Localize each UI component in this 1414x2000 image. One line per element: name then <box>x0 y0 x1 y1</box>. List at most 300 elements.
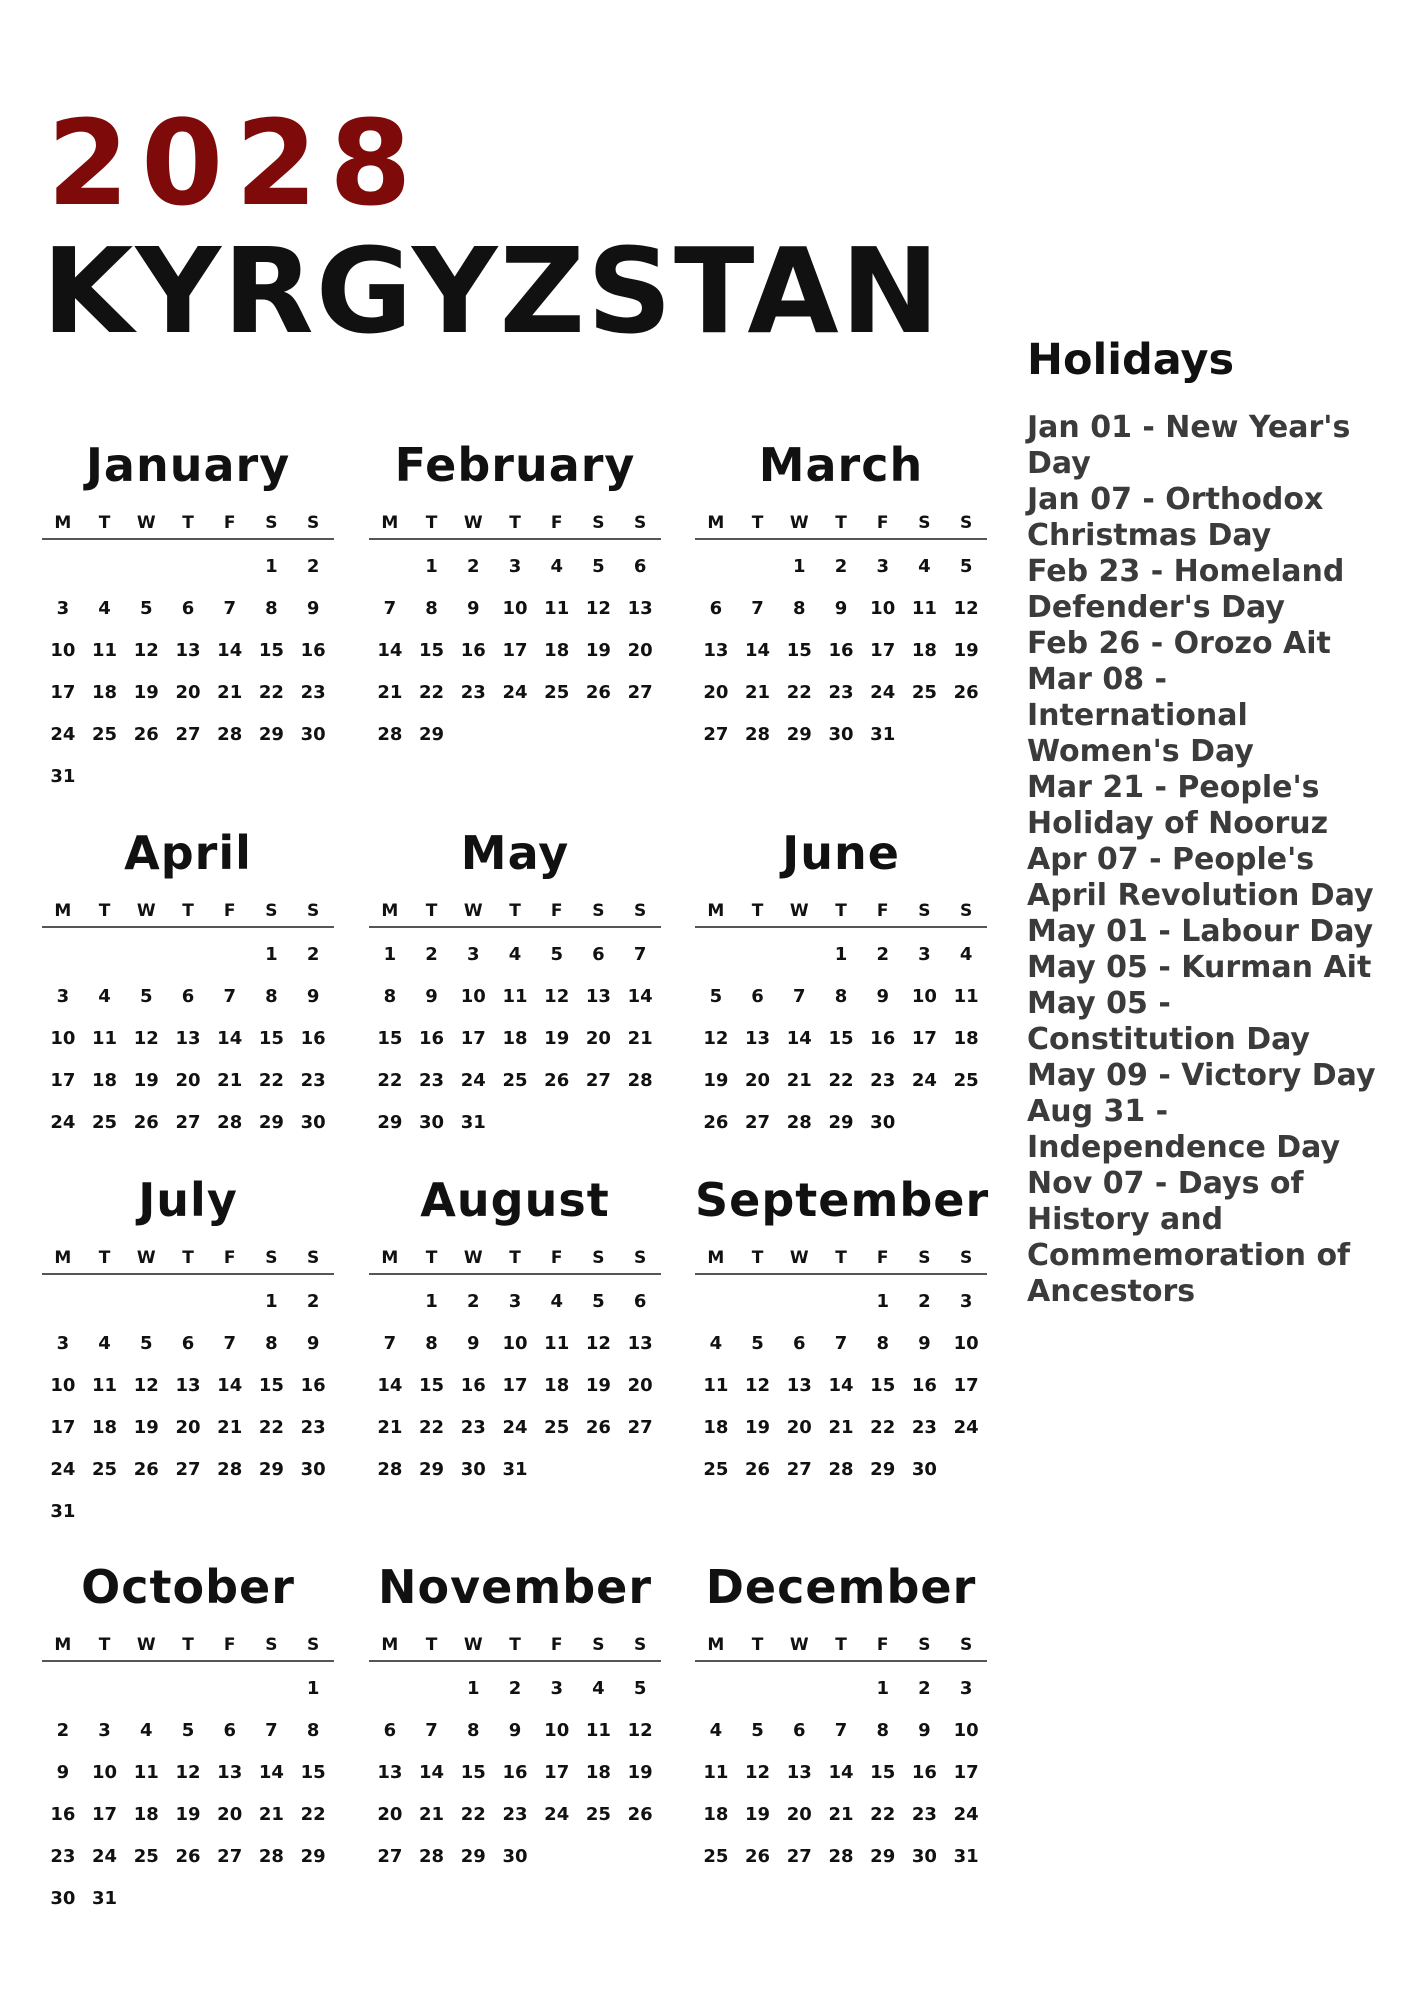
day-cell: 3 <box>918 944 931 965</box>
weekday-label: T <box>835 513 847 533</box>
day-cell: 15 <box>870 1762 896 1783</box>
weekday-label: T <box>182 513 194 533</box>
day-cell: 2 <box>918 1291 931 1312</box>
weekday-header <box>695 510 987 540</box>
day-cell: 17 <box>50 1417 76 1438</box>
day-grid <box>695 1281 987 1491</box>
day-cell: 29 <box>377 1112 403 1133</box>
weekday-label: T <box>98 1248 111 1268</box>
day-cell: 9 <box>467 598 480 619</box>
day-cell: 26 <box>585 682 611 703</box>
day-cell: 27 <box>627 1417 653 1438</box>
day-cell: 19 <box>544 1028 570 1049</box>
day-cell: 26 <box>133 1459 159 1480</box>
weekday-label: W <box>789 513 809 533</box>
day-cell: 9 <box>56 1762 70 1783</box>
day-cell: 7 <box>223 1333 236 1354</box>
weekday-label: T <box>751 513 764 533</box>
weekday-label: M <box>381 513 399 533</box>
weekday-label: M <box>54 901 72 921</box>
day-cell: 10 <box>50 1375 76 1396</box>
day-cell: 30 <box>911 1846 937 1867</box>
day-cell: 20 <box>217 1804 243 1825</box>
holiday-item: Feb 26 - Orozo Ait <box>1027 626 1331 661</box>
day-cell: 28 <box>419 1846 445 1867</box>
day-cell: 4 <box>709 1720 723 1741</box>
day-cell: 18 <box>703 1804 729 1825</box>
day-cell: 3 <box>959 1291 973 1312</box>
day-cell: 1 <box>876 1678 889 1699</box>
day-cell: 22 <box>419 1417 445 1438</box>
day-cell: 19 <box>133 682 159 703</box>
day-cell: 30 <box>828 724 854 745</box>
day-grid <box>369 546 661 756</box>
weekday-label: F <box>876 513 889 533</box>
holiday-item: May 05 - Constitution Day <box>1027 986 1310 1057</box>
month-march <box>695 440 987 756</box>
day-cell: 12 <box>585 1333 611 1354</box>
day-cell: 9 <box>876 986 889 1007</box>
month-may <box>369 828 661 1144</box>
day-cell: 8 <box>834 986 848 1007</box>
day-cell: 20 <box>745 1070 771 1091</box>
day-cell: 19 <box>133 1070 159 1091</box>
day-cell: 17 <box>460 1028 486 1049</box>
weekday-label: W <box>463 1248 483 1268</box>
day-cell: 3 <box>959 1678 973 1699</box>
day-cell: 31 <box>460 1112 486 1133</box>
day-cell: 15 <box>786 640 812 661</box>
weekday-label: F <box>223 1635 236 1655</box>
day-cell: 28 <box>217 1459 243 1480</box>
weekday-label: T <box>425 1248 438 1268</box>
day-grid <box>42 1281 334 1533</box>
weekday-label: S <box>918 1248 931 1268</box>
day-cell: 4 <box>550 1291 563 1312</box>
day-cell: 24 <box>502 1417 528 1438</box>
day-cell: 12 <box>745 1762 771 1783</box>
day-grid <box>42 546 334 798</box>
day-cell: 29 <box>870 1459 896 1480</box>
weekday-label: S <box>634 1248 647 1268</box>
day-cell: 8 <box>467 1720 480 1741</box>
day-cell: 11 <box>544 598 570 619</box>
day-cell: 7 <box>834 1720 848 1741</box>
weekday-label: T <box>509 1635 521 1655</box>
day-cell: 11 <box>133 1762 159 1783</box>
day-cell: 28 <box>786 1112 812 1133</box>
day-cell: 9 <box>918 1720 931 1741</box>
day-cell: 28 <box>377 724 403 745</box>
day-cell: 27 <box>627 682 653 703</box>
day-cell: 3 <box>56 1333 70 1354</box>
day-cell: 15 <box>377 1028 403 1049</box>
day-cell: 27 <box>175 724 201 745</box>
day-cell: 12 <box>544 986 570 1007</box>
day-cell: 13 <box>627 1333 653 1354</box>
day-cell: 8 <box>265 598 278 619</box>
day-cell: 10 <box>870 598 896 619</box>
day-cell: 8 <box>306 1720 320 1741</box>
holiday-item: Mar 21 - People's Holiday of Nooruz <box>1027 770 1329 841</box>
day-cell: 18 <box>502 1028 528 1049</box>
day-cell: 4 <box>508 944 522 965</box>
day-cell: 13 <box>745 1028 771 1049</box>
weekday-header <box>42 1245 334 1275</box>
weekday-label: S <box>634 901 647 921</box>
day-cell: 19 <box>133 1417 159 1438</box>
day-cell: 28 <box>217 1112 243 1133</box>
day-cell: 26 <box>133 1112 159 1133</box>
day-cell: 3 <box>56 598 70 619</box>
day-cell: 20 <box>786 1417 812 1438</box>
day-cell: 6 <box>181 1333 195 1354</box>
month-july <box>42 1175 334 1533</box>
weekday-label: S <box>592 901 605 921</box>
day-cell: 8 <box>793 598 806 619</box>
day-cell: 7 <box>425 1720 438 1741</box>
month-name: December <box>705 1560 977 1614</box>
weekday-label: S <box>960 1248 973 1268</box>
day-cell: 23 <box>419 1070 445 1091</box>
day-cell: 6 <box>383 1720 397 1741</box>
day-cell: 15 <box>258 640 284 661</box>
day-cell: 25 <box>911 682 937 703</box>
weekday-label: W <box>136 1635 156 1655</box>
day-cell: 30 <box>870 1112 896 1133</box>
day-cell: 26 <box>627 1804 653 1825</box>
day-cell: 22 <box>460 1804 486 1825</box>
day-cell: 10 <box>544 1720 570 1741</box>
day-cell: 27 <box>217 1846 243 1867</box>
day-cell: 13 <box>377 1762 403 1783</box>
day-cell: 20 <box>703 682 729 703</box>
day-cell: 28 <box>627 1070 653 1091</box>
day-cell: 28 <box>377 1459 403 1480</box>
day-cell: 18 <box>133 1804 159 1825</box>
holiday-item: Nov 07 - Days of History and Commemoration of Ancestors <box>1027 1166 1351 1309</box>
weekday-label: S <box>307 1248 320 1268</box>
day-cell: 14 <box>828 1375 854 1396</box>
day-cell: 3 <box>56 986 70 1007</box>
day-cell: 24 <box>870 682 896 703</box>
day-cell: 5 <box>751 1333 764 1354</box>
day-cell: 19 <box>745 1804 771 1825</box>
day-cell: 6 <box>223 1720 236 1741</box>
day-cell: 9 <box>508 1720 522 1741</box>
day-cell: 14 <box>786 1028 812 1049</box>
day-cell: 24 <box>953 1417 979 1438</box>
day-cell: 15 <box>870 1375 896 1396</box>
day-grid <box>369 934 661 1144</box>
day-cell: 28 <box>745 724 771 745</box>
day-cell: 8 <box>383 986 397 1007</box>
weekday-label: T <box>751 1635 764 1655</box>
day-cell: 26 <box>745 1459 771 1480</box>
day-cell: 13 <box>175 640 201 661</box>
day-cell: 14 <box>745 640 771 661</box>
weekday-label: S <box>265 1248 278 1268</box>
day-cell: 2 <box>876 944 889 965</box>
weekday-label: W <box>789 1635 809 1655</box>
month-february <box>369 440 661 756</box>
weekday-header <box>369 510 661 540</box>
day-cell: 6 <box>751 986 764 1007</box>
day-cell: 23 <box>460 682 486 703</box>
day-cell: 5 <box>550 944 563 965</box>
day-cell: 1 <box>467 1678 480 1699</box>
weekday-label: F <box>550 1248 563 1268</box>
day-cell: 25 <box>92 1112 118 1133</box>
day-cell: 16 <box>300 1028 326 1049</box>
day-cell: 12 <box>175 1762 201 1783</box>
day-cell: 11 <box>703 1375 729 1396</box>
day-cell: 26 <box>544 1070 570 1091</box>
day-cell: 29 <box>258 1112 284 1133</box>
day-cell: 30 <box>419 1112 445 1133</box>
day-cell: 21 <box>377 1417 403 1438</box>
weekday-label: S <box>307 901 320 921</box>
day-cell: 30 <box>502 1846 528 1867</box>
day-grid <box>695 1668 987 1878</box>
day-cell: 30 <box>50 1888 76 1909</box>
day-cell: 25 <box>544 682 570 703</box>
month-april <box>42 828 334 1144</box>
weekday-label: M <box>707 513 725 533</box>
weekday-label: M <box>707 1248 725 1268</box>
day-cell: 13 <box>703 640 729 661</box>
day-cell: 23 <box>300 1417 326 1438</box>
month-name: October <box>81 1560 295 1614</box>
day-cell: 22 <box>300 1804 326 1825</box>
day-cell: 4 <box>918 556 931 577</box>
day-cell: 24 <box>50 724 76 745</box>
weekday-label: F <box>876 1248 889 1268</box>
weekday-header <box>42 898 334 928</box>
day-cell: 27 <box>585 1070 611 1091</box>
day-cell: 1 <box>425 556 438 577</box>
day-cell: 30 <box>300 1112 326 1133</box>
day-cell: 18 <box>544 640 570 661</box>
day-cell: 29 <box>419 724 445 745</box>
day-cell: 1 <box>265 556 278 577</box>
weekday-label: T <box>835 1635 847 1655</box>
day-cell: 28 <box>828 1459 854 1480</box>
weekday-label: T <box>98 1635 111 1655</box>
day-cell: 18 <box>703 1417 729 1438</box>
weekday-label: S <box>592 1248 605 1268</box>
month-name: August <box>420 1173 610 1227</box>
day-cell: 1 <box>425 1291 438 1312</box>
weekday-label: W <box>463 1635 483 1655</box>
weekday-label: T <box>98 901 111 921</box>
day-cell: 7 <box>633 944 647 965</box>
day-cell: 11 <box>911 598 937 619</box>
weekday-label: F <box>550 901 563 921</box>
day-cell: 23 <box>460 1417 486 1438</box>
day-cell: 21 <box>258 1804 284 1825</box>
day-cell: 31 <box>50 1501 76 1522</box>
weekday-label: W <box>136 1248 156 1268</box>
day-cell: 22 <box>870 1804 896 1825</box>
day-cell: 10 <box>50 1028 76 1049</box>
day-cell: 15 <box>460 1762 486 1783</box>
day-cell: 27 <box>377 1846 403 1867</box>
day-cell: 7 <box>265 1720 278 1741</box>
month-august <box>369 1175 661 1491</box>
day-cell: 5 <box>709 986 723 1007</box>
day-grid <box>695 934 987 1144</box>
day-cell: 1 <box>834 944 848 965</box>
weekday-label: S <box>960 1635 973 1655</box>
day-cell: 14 <box>217 640 243 661</box>
day-cell: 12 <box>703 1028 729 1049</box>
day-cell: 6 <box>793 1333 806 1354</box>
day-cell: 12 <box>133 640 159 661</box>
month-september <box>695 1173 990 1491</box>
day-cell: 22 <box>258 1417 284 1438</box>
day-cell: 4 <box>709 1333 723 1354</box>
month-name: July <box>138 1173 238 1227</box>
day-cell: 16 <box>911 1762 937 1783</box>
day-cell: 5 <box>140 986 153 1007</box>
holiday-item: Apr 07 - People's April Revolution Day <box>1027 842 1374 913</box>
day-cell: 16 <box>419 1028 445 1049</box>
day-cell: 6 <box>181 986 195 1007</box>
day-cell: 19 <box>703 1070 729 1091</box>
day-cell: 21 <box>745 682 771 703</box>
day-cell: 27 <box>703 724 729 745</box>
holiday-item: May 05 - Kurman Ait <box>1027 950 1372 985</box>
day-cell: 11 <box>585 1720 611 1741</box>
day-cell: 16 <box>50 1804 76 1825</box>
day-cell: 10 <box>911 986 937 1007</box>
day-cell: 21 <box>217 1070 243 1091</box>
day-cell: 23 <box>870 1070 896 1091</box>
day-cell: 26 <box>745 1846 771 1867</box>
day-cell: 27 <box>786 1459 812 1480</box>
day-cell: 22 <box>258 1070 284 1091</box>
day-cell: 25 <box>502 1070 528 1091</box>
day-cell: 14 <box>377 640 403 661</box>
day-cell: 17 <box>502 1375 528 1396</box>
holiday-item: Jan 07 - Orthodox Christmas Day <box>1027 482 1324 553</box>
day-cell: 2 <box>56 1720 70 1741</box>
day-cell: 18 <box>953 1028 979 1049</box>
day-cell: 12 <box>133 1028 159 1049</box>
day-cell: 21 <box>217 1417 243 1438</box>
day-cell: 2 <box>425 944 438 965</box>
weekday-label: S <box>265 1635 278 1655</box>
weekday-label: S <box>265 513 278 533</box>
weekday-label: M <box>707 1635 725 1655</box>
day-cell: 10 <box>92 1762 118 1783</box>
day-cell: 25 <box>703 1459 729 1480</box>
day-cell: 24 <box>50 1459 76 1480</box>
weekday-label: M <box>381 901 399 921</box>
day-cell: 5 <box>959 556 973 577</box>
day-cell: 7 <box>223 986 236 1007</box>
month-name: March <box>758 438 924 492</box>
day-cell: 5 <box>140 598 153 619</box>
day-cell: 9 <box>306 986 320 1007</box>
day-cell: 30 <box>300 1459 326 1480</box>
day-cell: 22 <box>870 1417 896 1438</box>
day-cell: 7 <box>751 598 764 619</box>
weekday-label: F <box>876 1635 889 1655</box>
weekday-label: S <box>307 1635 320 1655</box>
day-cell: 19 <box>585 1375 611 1396</box>
month-name: September <box>695 1173 990 1227</box>
day-cell: 24 <box>953 1804 979 1825</box>
day-cell: 21 <box>627 1028 653 1049</box>
day-cell: 31 <box>502 1459 528 1480</box>
day-cell: 23 <box>300 1070 326 1091</box>
weekday-label: M <box>381 1635 399 1655</box>
day-cell: 10 <box>953 1720 979 1741</box>
month-june <box>695 828 987 1144</box>
day-cell: 11 <box>92 640 118 661</box>
weekday-header <box>369 1245 661 1275</box>
weekday-header <box>42 1632 334 1662</box>
day-cell: 20 <box>175 682 201 703</box>
weekday-label: T <box>509 513 521 533</box>
day-cell: 8 <box>425 598 438 619</box>
day-cell: 17 <box>502 640 528 661</box>
day-cell: 8 <box>265 1333 278 1354</box>
day-cell: 2 <box>467 1291 480 1312</box>
day-cell: 17 <box>911 1028 937 1049</box>
weekday-header <box>695 898 987 928</box>
day-cell: 23 <box>300 682 326 703</box>
day-cell: 19 <box>745 1417 771 1438</box>
weekday-label: F <box>223 513 236 533</box>
day-cell: 14 <box>377 1375 403 1396</box>
day-cell: 24 <box>460 1070 486 1091</box>
day-grid <box>695 546 987 756</box>
weekday-label: F <box>223 1248 236 1268</box>
day-cell: 8 <box>425 1333 438 1354</box>
day-cell: 28 <box>258 1846 284 1867</box>
day-cell: 7 <box>834 1333 848 1354</box>
weekday-label: W <box>789 1248 809 1268</box>
day-cell: 19 <box>953 640 979 661</box>
weekday-header <box>369 1632 661 1662</box>
day-cell: 17 <box>50 1070 76 1091</box>
day-cell: 20 <box>377 1804 403 1825</box>
day-cell: 13 <box>585 986 611 1007</box>
holidays-title: Holidays <box>1027 335 1235 385</box>
day-cell: 17 <box>544 1762 570 1783</box>
day-cell: 25 <box>92 724 118 745</box>
day-cell: 14 <box>258 1762 284 1783</box>
day-grid <box>42 934 334 1144</box>
day-cell: 8 <box>265 986 278 1007</box>
day-cell: 6 <box>633 556 647 577</box>
month-january <box>42 440 334 798</box>
day-cell: 5 <box>181 1720 195 1741</box>
weekday-label: S <box>592 1635 605 1655</box>
day-cell: 29 <box>870 1846 896 1867</box>
day-cell: 3 <box>508 1291 522 1312</box>
day-cell: 20 <box>175 1417 201 1438</box>
day-cell: 4 <box>959 944 973 965</box>
weekday-label: F <box>550 1635 563 1655</box>
day-cell: 17 <box>953 1762 979 1783</box>
day-cell: 10 <box>502 598 528 619</box>
weekday-label: S <box>592 513 605 533</box>
day-cell: 31 <box>92 1888 118 1909</box>
